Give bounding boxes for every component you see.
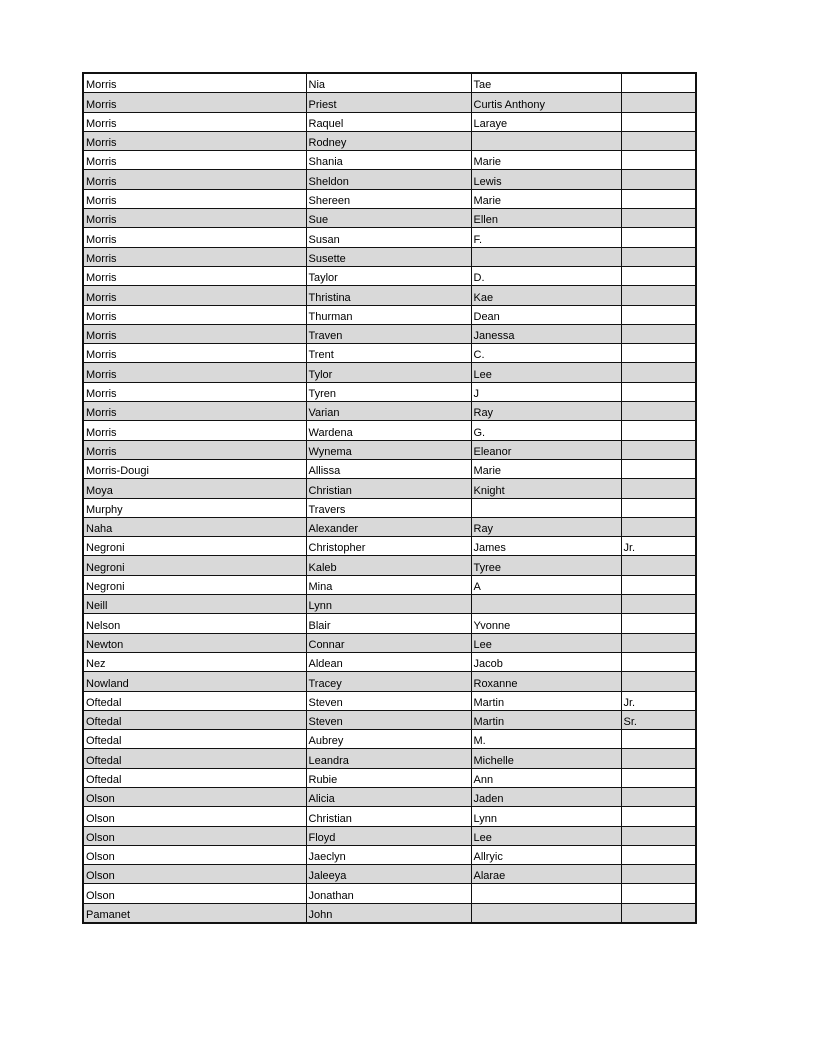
suffix-cell bbox=[621, 247, 696, 266]
last-name-cell: Pamanet bbox=[83, 903, 306, 923]
first-name-cell: Thristina bbox=[306, 286, 471, 305]
suffix-cell bbox=[621, 305, 696, 324]
middle-name-cell: Ray bbox=[471, 402, 621, 421]
suffix-cell bbox=[621, 440, 696, 459]
first-name-cell: Shereen bbox=[306, 189, 471, 208]
table-row bbox=[83, 710, 696, 729]
last-name-cell: Morris bbox=[83, 402, 306, 421]
suffix-cell: Jr. bbox=[621, 537, 696, 556]
suffix-cell bbox=[621, 807, 696, 826]
suffix-cell bbox=[621, 556, 696, 575]
table-row bbox=[83, 884, 696, 903]
first-name-cell: Kaleb bbox=[306, 556, 471, 575]
last-name-cell: Neill bbox=[83, 595, 306, 614]
table-row bbox=[83, 189, 696, 208]
first-name-cell: Leandra bbox=[306, 749, 471, 768]
last-name-cell: Oftedal bbox=[83, 710, 306, 729]
last-name-cell: Morris bbox=[83, 228, 306, 247]
suffix-cell bbox=[621, 575, 696, 594]
first-name-cell: Rubie bbox=[306, 768, 471, 787]
table-row bbox=[83, 131, 696, 150]
table-row bbox=[83, 807, 696, 826]
middle-name-cell: M. bbox=[471, 730, 621, 749]
last-name-cell: Newton bbox=[83, 633, 306, 652]
middle-name-cell: Jaden bbox=[471, 787, 621, 806]
table-row bbox=[83, 903, 696, 923]
first-name-cell: Blair bbox=[306, 614, 471, 633]
table-row bbox=[83, 209, 696, 228]
first-name-cell: Allissa bbox=[306, 459, 471, 478]
last-name-cell: Murphy bbox=[83, 498, 306, 517]
table-row bbox=[83, 787, 696, 806]
suffix-cell bbox=[621, 421, 696, 440]
suffix-cell bbox=[621, 633, 696, 652]
table-row bbox=[83, 440, 696, 459]
last-name-cell: Morris bbox=[83, 209, 306, 228]
last-name-cell: Negroni bbox=[83, 537, 306, 556]
last-name-cell: Nelson bbox=[83, 614, 306, 633]
table-row bbox=[83, 575, 696, 594]
last-name-cell: Oftedal bbox=[83, 749, 306, 768]
middle-name-cell: Laraye bbox=[471, 112, 621, 131]
table-row bbox=[83, 151, 696, 170]
first-name-cell: Steven bbox=[306, 710, 471, 729]
suffix-cell bbox=[621, 498, 696, 517]
middle-name-cell: Dean bbox=[471, 305, 621, 324]
middle-name-cell: Martin bbox=[471, 710, 621, 729]
last-name-cell: Morris bbox=[83, 73, 306, 93]
first-name-cell: Susette bbox=[306, 247, 471, 266]
first-name-cell: Jaleeya bbox=[306, 865, 471, 884]
middle-name-cell: Lee bbox=[471, 363, 621, 382]
suffix-cell bbox=[621, 228, 696, 247]
middle-name-cell bbox=[471, 595, 621, 614]
first-name-cell: Mina bbox=[306, 575, 471, 594]
suffix-cell bbox=[621, 170, 696, 189]
first-name-cell: Tracey bbox=[306, 672, 471, 691]
table-row bbox=[83, 228, 696, 247]
first-name-cell: Christian bbox=[306, 807, 471, 826]
suffix-cell bbox=[621, 131, 696, 150]
middle-name-cell: Tyree bbox=[471, 556, 621, 575]
suffix-cell bbox=[621, 826, 696, 845]
first-name-cell: Aubrey bbox=[306, 730, 471, 749]
middle-name-cell: F. bbox=[471, 228, 621, 247]
suffix-cell bbox=[621, 209, 696, 228]
name-table-body bbox=[83, 73, 696, 923]
middle-name-cell: Roxanne bbox=[471, 672, 621, 691]
table-row bbox=[83, 479, 696, 498]
table-row bbox=[83, 459, 696, 478]
suffix-cell bbox=[621, 730, 696, 749]
suffix-cell: Jr. bbox=[621, 691, 696, 710]
last-name-cell: Moya bbox=[83, 479, 306, 498]
table-row bbox=[83, 517, 696, 536]
suffix-cell bbox=[621, 112, 696, 131]
middle-name-cell bbox=[471, 247, 621, 266]
first-name-cell: Connar bbox=[306, 633, 471, 652]
last-name-cell: Morris bbox=[83, 324, 306, 343]
last-name-cell: Morris bbox=[83, 363, 306, 382]
middle-name-cell: Marie bbox=[471, 151, 621, 170]
first-name-cell: Steven bbox=[306, 691, 471, 710]
table-row bbox=[83, 595, 696, 614]
middle-name-cell: D. bbox=[471, 266, 621, 285]
first-name-cell: Raquel bbox=[306, 112, 471, 131]
first-name-cell: Floyd bbox=[306, 826, 471, 845]
middle-name-cell bbox=[471, 498, 621, 517]
middle-name-cell: Alarae bbox=[471, 865, 621, 884]
first-name-cell: Alicia bbox=[306, 787, 471, 806]
suffix-cell bbox=[621, 787, 696, 806]
first-name-cell: Jaeclyn bbox=[306, 845, 471, 864]
suffix-cell bbox=[621, 363, 696, 382]
middle-name-cell: Yvonne bbox=[471, 614, 621, 633]
last-name-cell: Morris bbox=[83, 247, 306, 266]
suffix-cell bbox=[621, 189, 696, 208]
table-row bbox=[83, 93, 696, 112]
last-name-cell: Morris bbox=[83, 170, 306, 189]
last-name-cell: Morris bbox=[83, 382, 306, 401]
middle-name-cell: Lynn bbox=[471, 807, 621, 826]
first-name-cell: Shania bbox=[306, 151, 471, 170]
last-name-cell: Morris bbox=[83, 131, 306, 150]
first-name-cell: Aldean bbox=[306, 652, 471, 671]
table-row bbox=[83, 652, 696, 671]
first-name-cell: Trent bbox=[306, 344, 471, 363]
middle-name-cell: A bbox=[471, 575, 621, 594]
middle-name-cell: James bbox=[471, 537, 621, 556]
middle-name-cell: Curtis Anthony bbox=[471, 93, 621, 112]
suffix-cell bbox=[621, 749, 696, 768]
last-name-cell: Morris bbox=[83, 344, 306, 363]
table-row bbox=[83, 691, 696, 710]
middle-name-cell: Lee bbox=[471, 826, 621, 845]
table-row bbox=[83, 382, 696, 401]
last-name-cell: Negroni bbox=[83, 575, 306, 594]
table-row bbox=[83, 633, 696, 652]
last-name-cell: Morris bbox=[83, 112, 306, 131]
first-name-cell: Taylor bbox=[306, 266, 471, 285]
suffix-cell bbox=[621, 266, 696, 285]
table-row bbox=[83, 672, 696, 691]
middle-name-cell: Marie bbox=[471, 459, 621, 478]
first-name-cell: Sheldon bbox=[306, 170, 471, 189]
suffix-cell bbox=[621, 286, 696, 305]
last-name-cell: Olson bbox=[83, 845, 306, 864]
suffix-cell bbox=[621, 93, 696, 112]
middle-name-cell: Lewis bbox=[471, 170, 621, 189]
middle-name-cell: Martin bbox=[471, 691, 621, 710]
last-name-cell: Morris bbox=[83, 305, 306, 324]
last-name-cell: Olson bbox=[83, 865, 306, 884]
first-name-cell: Varian bbox=[306, 402, 471, 421]
first-name-cell: Christopher bbox=[306, 537, 471, 556]
middle-name-cell: Janessa bbox=[471, 324, 621, 343]
last-name-cell: Morris bbox=[83, 93, 306, 112]
middle-name-cell: Michelle bbox=[471, 749, 621, 768]
table-row bbox=[83, 266, 696, 285]
table-row bbox=[83, 730, 696, 749]
first-name-cell: Tyren bbox=[306, 382, 471, 401]
first-name-cell: Alexander bbox=[306, 517, 471, 536]
last-name-cell: Olson bbox=[83, 807, 306, 826]
middle-name-cell: Allryic bbox=[471, 845, 621, 864]
last-name-cell: Nowland bbox=[83, 672, 306, 691]
first-name-cell: Lynn bbox=[306, 595, 471, 614]
middle-name-cell: C. bbox=[471, 344, 621, 363]
middle-name-cell bbox=[471, 131, 621, 150]
middle-name-cell: G. bbox=[471, 421, 621, 440]
suffix-cell bbox=[621, 865, 696, 884]
last-name-cell: Naha bbox=[83, 517, 306, 536]
last-name-cell: Oftedal bbox=[83, 691, 306, 710]
first-name-cell: Travers bbox=[306, 498, 471, 517]
table-row bbox=[83, 344, 696, 363]
table-row bbox=[83, 537, 696, 556]
first-name-cell: Thurman bbox=[306, 305, 471, 324]
first-name-cell: Susan bbox=[306, 228, 471, 247]
last-name-cell: Oftedal bbox=[83, 730, 306, 749]
table-row bbox=[83, 749, 696, 768]
suffix-cell bbox=[621, 845, 696, 864]
suffix-cell bbox=[621, 595, 696, 614]
suffix-cell: Sr. bbox=[621, 710, 696, 729]
suffix-cell bbox=[621, 324, 696, 343]
last-name-cell: Morris bbox=[83, 266, 306, 285]
middle-name-cell: Ann bbox=[471, 768, 621, 787]
middle-name-cell: Knight bbox=[471, 479, 621, 498]
last-name-cell: Oftedal bbox=[83, 768, 306, 787]
first-name-cell: Priest bbox=[306, 93, 471, 112]
table-row bbox=[83, 768, 696, 787]
last-name-cell: Olson bbox=[83, 884, 306, 903]
last-name-cell: Morris bbox=[83, 440, 306, 459]
table-row bbox=[83, 421, 696, 440]
middle-name-cell: Tae bbox=[471, 73, 621, 93]
suffix-cell bbox=[621, 382, 696, 401]
first-name-cell: Wynema bbox=[306, 440, 471, 459]
table-row bbox=[83, 305, 696, 324]
suffix-cell bbox=[621, 903, 696, 923]
first-name-cell: Nia bbox=[306, 73, 471, 93]
suffix-cell bbox=[621, 73, 696, 93]
table-row bbox=[83, 614, 696, 633]
suffix-cell bbox=[621, 402, 696, 421]
suffix-cell bbox=[621, 479, 696, 498]
last-name-cell: Morris bbox=[83, 286, 306, 305]
middle-name-cell: Kae bbox=[471, 286, 621, 305]
first-name-cell: Wardena bbox=[306, 421, 471, 440]
suffix-cell bbox=[621, 614, 696, 633]
suffix-cell bbox=[621, 459, 696, 478]
table-row bbox=[83, 324, 696, 343]
middle-name-cell: Jacob bbox=[471, 652, 621, 671]
last-name-cell: Morris-Dougi bbox=[83, 459, 306, 478]
first-name-cell: Christian bbox=[306, 479, 471, 498]
middle-name-cell: Ellen bbox=[471, 209, 621, 228]
table-row bbox=[83, 826, 696, 845]
middle-name-cell bbox=[471, 884, 621, 903]
first-name-cell: Rodney bbox=[306, 131, 471, 150]
suffix-cell bbox=[621, 884, 696, 903]
table-row bbox=[83, 73, 696, 93]
last-name-cell: Olson bbox=[83, 826, 306, 845]
last-name-cell: Nez bbox=[83, 652, 306, 671]
name-table bbox=[82, 72, 697, 924]
table-row bbox=[83, 286, 696, 305]
table-row bbox=[83, 556, 696, 575]
suffix-cell bbox=[621, 344, 696, 363]
first-name-cell: Sue bbox=[306, 209, 471, 228]
middle-name-cell bbox=[471, 903, 621, 923]
table-row bbox=[83, 845, 696, 864]
table-row bbox=[83, 170, 696, 189]
last-name-cell: Morris bbox=[83, 151, 306, 170]
last-name-cell: Morris bbox=[83, 189, 306, 208]
table-row bbox=[83, 247, 696, 266]
table-row bbox=[83, 498, 696, 517]
suffix-cell bbox=[621, 672, 696, 691]
middle-name-cell: Ray bbox=[471, 517, 621, 536]
table-row bbox=[83, 865, 696, 884]
last-name-cell: Morris bbox=[83, 421, 306, 440]
first-name-cell: John bbox=[306, 903, 471, 923]
last-name-cell: Olson bbox=[83, 787, 306, 806]
table-row bbox=[83, 112, 696, 131]
last-name-cell: Negroni bbox=[83, 556, 306, 575]
suffix-cell bbox=[621, 768, 696, 787]
first-name-cell: Jonathan bbox=[306, 884, 471, 903]
middle-name-cell: J bbox=[471, 382, 621, 401]
suffix-cell bbox=[621, 652, 696, 671]
table-row bbox=[83, 402, 696, 421]
middle-name-cell: Lee bbox=[471, 633, 621, 652]
first-name-cell: Tylor bbox=[306, 363, 471, 382]
suffix-cell bbox=[621, 151, 696, 170]
table-row bbox=[83, 363, 696, 382]
middle-name-cell: Eleanor bbox=[471, 440, 621, 459]
first-name-cell: Traven bbox=[306, 324, 471, 343]
suffix-cell bbox=[621, 517, 696, 536]
middle-name-cell: Marie bbox=[471, 189, 621, 208]
